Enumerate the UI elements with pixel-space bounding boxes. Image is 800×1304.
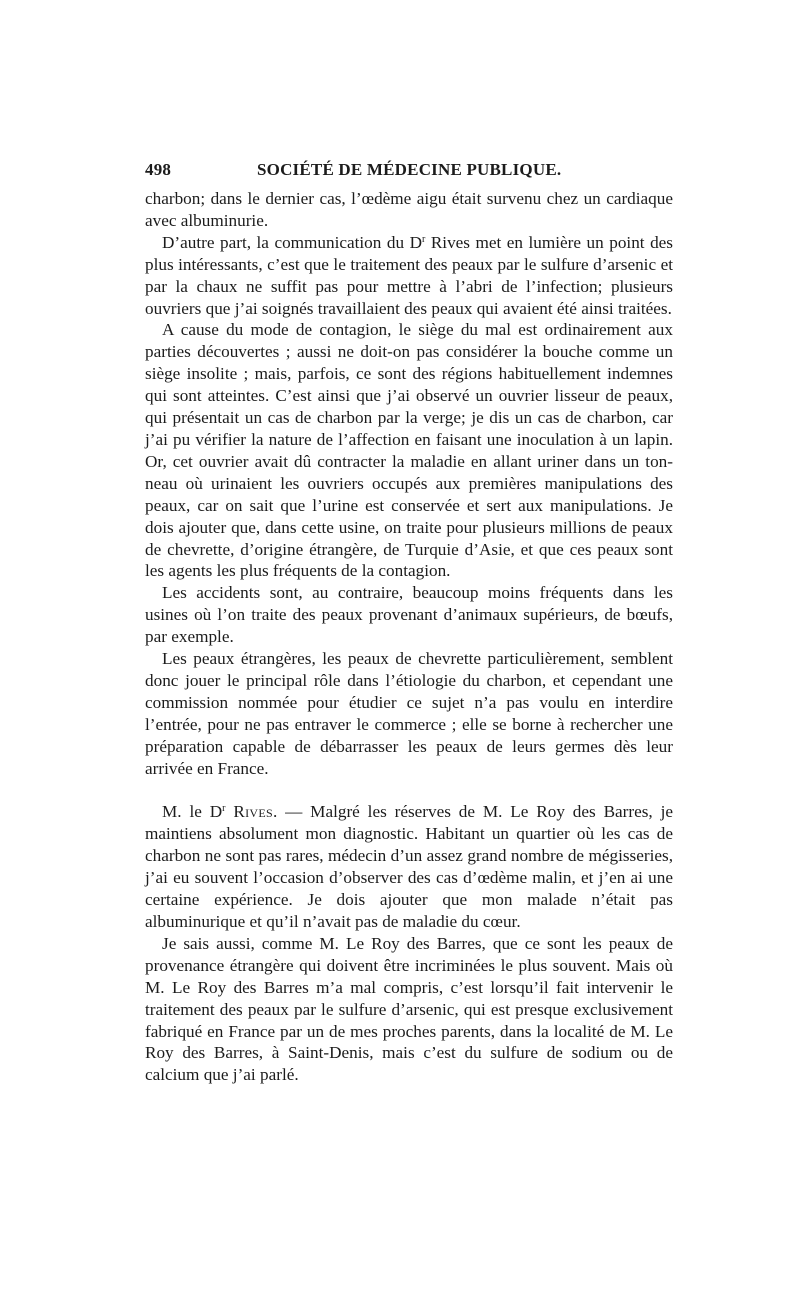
page [145, 160, 673, 1086]
superscript: r [222, 803, 226, 815]
paragraph [145, 232, 673, 320]
body-text [145, 188, 673, 1086]
speaker-name: Rives [233, 802, 273, 822]
speaker-prefix: M. le D [162, 802, 223, 822]
paragraph-text: Les accidents sont, au contraire, beaucoup moins fréquents dans les usines où l’on traite des peaux provenant d’animaux supérieurs, de bœufs, par exemple. [145, 583, 673, 647]
page-number: 498 [145, 160, 172, 179]
paragraph-text: Je sais aussi, comme M. Le Roy des Barres, que ce sont les peaux de provenance étrangère qui doivent être incriminées le plus souvent. Mais où M. Le Roy des Barres m’a mal compris, c’est lorsqu’il fait intervenir le traitement des peaux par le sulfure d’arsenic, qui est presque exclusivement fabriqué en France par un de mes proches parents, dans la localité de M. Le Roy des Barres, à Saint-Denis, mais c’est du sulfure de sodium ou de calcium que j’ai parlé. [145, 933, 673, 1085]
paragraph-continued [145, 188, 673, 232]
paragraph-text: Malgré les réserves de M. Le Roy des Barres, je maintiens absolument mon diagnostic. Habitant un quartier où les cas de charbon ne sont pas rares, médecin d’un assez grand nombre de mégisseries, j’ai eu souvent l’occasion d’observer des cas d’œdème malin, et j’en ai une certaine expérience. Je dois ajouter que mon malade n’était pas albuminurique et qu’il n’avait pas de maladie du cœur. [145, 802, 673, 931]
paragraph [145, 319, 673, 582]
speaker-paragraph [145, 801, 673, 932]
section-gap [145, 779, 673, 801]
superscript: r [421, 233, 426, 245]
paragraph-text: A cause du mode de contagion, le siège du mal est ordinairement aux parties découvertes ; aussi ne doit-on pas considérer la bouche comme un siège insolite ; mais, parfois, ce sont des régions habituellement indemnes qui sont atteintes. C’est ainsi que j’ai observé un ouvrier lisseur de peaux, qui présentait un cas de charbon par la verge; je dis un cas de charbon, car j’ai pu vérifier la nature de l’affection en faisant une inoculation à un lapin. Or, cet ouvrier avait dû contracter la maladie en allant uriner dans un tonneau où urinaient les ouvriers occupés aux premières manipulations des peaux, car on sait que l’urine est conservée et sert aux manipulations. Je dois ajouter que, dans cette usine, on traite pour plusieurs millions de peaux de chevrette, d’origine étrangère, de Turquie d’Asie, et que ces peaux sont les agents les plus fréquents de la contagion. [145, 320, 673, 581]
paragraph [145, 648, 673, 779]
paragraph [145, 933, 673, 1086]
paragraph-text: Les peaux étrangères, les peaux de chevrette particulièrement, semblent donc jouer le principal rôle dans l’étiologie du charbon, et cependant une commission nommée pour étudier ce sujet n’a pas voulu en interdire l’entrée, pour ne pas entraver le commerce ; elle se borne à rechercher une préparation capable de débarrasser les peaux de leurs germes dès leur arrivée en France. [145, 649, 673, 778]
paragraph-text: D’autre part, la communication du D [162, 232, 422, 252]
running-head [145, 160, 673, 182]
paragraph-text: Rives met en lumière un point des plus intéressants, c’est que le traitement des peaux par le sulfure d’arsenic et par la chaux ne suffit pas pour mettre à l’abri de l’infection; plusieurs ouvriers que j’ai soignés travaillaient des peaux qui avaient été ainsi traitées. [145, 232, 673, 318]
paragraph [145, 582, 673, 648]
journal-title: SOCIÉTÉ DE MÉDECINE PUBLIQUE. [257, 160, 562, 179]
speaker-separator: . — [272, 802, 311, 822]
paragraph-text: charbon; dans le dernier cas, l’œdème aigu était survenu chez un cardiaque avec albuminurie. [145, 189, 673, 230]
